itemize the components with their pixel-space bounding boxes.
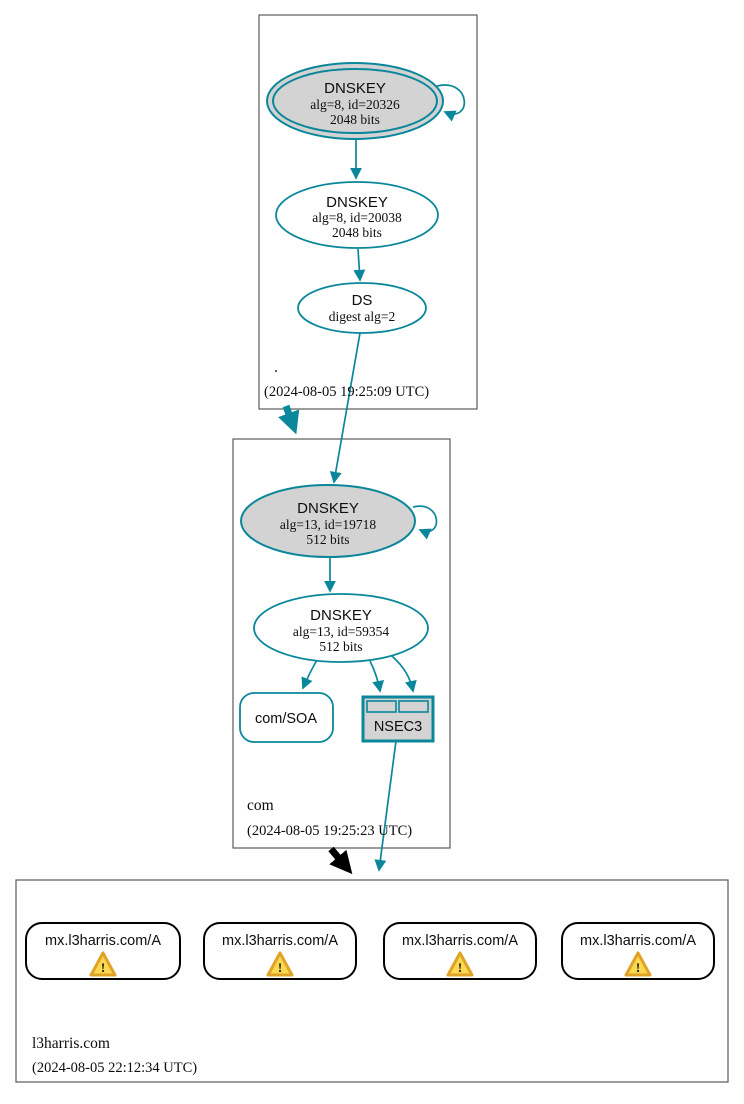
com-zone-timestamp: (2024-08-05 19:25:23 UTC)	[247, 823, 413, 839]
com-zsk-detail1: alg=13, id=59354	[292, 624, 390, 639]
root-ds-detail1: digest alg=2	[328, 309, 396, 324]
com-soa-node[interactable]	[240, 693, 333, 742]
root-ksk-detail2: 2048 bits	[330, 112, 380, 127]
warning-glyph-4: !	[635, 960, 641, 975]
rrset-label-4: mx.l3harris.com/A	[579, 933, 697, 949]
nsec3-cell-2	[399, 701, 428, 712]
com-soa-label: com/SOA	[254, 711, 318, 727]
com-zsk-detail2: 512 bits	[319, 639, 363, 654]
l3harris-zone-box	[16, 880, 728, 1082]
root-ksk-detail1: alg=8, id=20326	[310, 97, 400, 112]
rrset-node-1[interactable]	[26, 923, 180, 979]
root-zone-timestamp: (2024-08-05 19:25:09 UTC)	[264, 384, 430, 400]
rrset-label-2: mx.l3harris.com/A	[221, 933, 339, 949]
com-ksk-detail2: 512 bits	[306, 532, 350, 547]
root-ds-title: DS	[351, 292, 373, 309]
rrset-node-3[interactable]	[384, 923, 536, 979]
root-ksk-node[interactable]	[267, 63, 443, 139]
l3harris-zone-timestamp: (2024-08-05 22:12:34 UTC)	[32, 1060, 198, 1076]
root-ksk-title: DNSKEY	[324, 80, 386, 97]
l3harris-zone-label: l3harris.com	[32, 1035, 110, 1052]
warning-glyph-3: !	[457, 960, 463, 975]
nsec3-label: NSEC3	[373, 719, 423, 735]
com-ksk-detail1: alg=13, id=19718	[279, 517, 377, 532]
rrset-node-2[interactable]	[204, 923, 356, 979]
com-ksk-title: DNSKEY	[297, 500, 359, 517]
rrset-label-3: mx.l3harris.com/A	[401, 933, 519, 949]
com-nsec3-node[interactable]	[363, 697, 433, 741]
com-to-l3harris-delegation-arrow	[331, 849, 348, 869]
rrset-label-1: mx.l3harris.com/A	[44, 933, 162, 949]
com-zsk-node[interactable]	[254, 594, 428, 662]
com-zone-label: com	[247, 797, 274, 814]
com-zsk-title: DNSKEY	[310, 607, 372, 624]
root-zone-label: .	[274, 359, 278, 376]
root-zsk-detail2: 2048 bits	[332, 225, 382, 240]
com-ksk-node[interactable]	[241, 485, 415, 557]
warning-glyph-1: !	[100, 960, 106, 975]
root-zsk-detail1: alg=8, id=20038	[312, 210, 402, 225]
rrset-node-4[interactable]	[562, 923, 714, 979]
root-zsk-node[interactable]	[276, 182, 438, 248]
warning-glyph-2: !	[277, 960, 283, 975]
root-zsk-title: DNSKEY	[326, 194, 388, 211]
root-ds-node[interactable]	[298, 283, 426, 333]
nsec3-cell-1	[367, 701, 396, 712]
